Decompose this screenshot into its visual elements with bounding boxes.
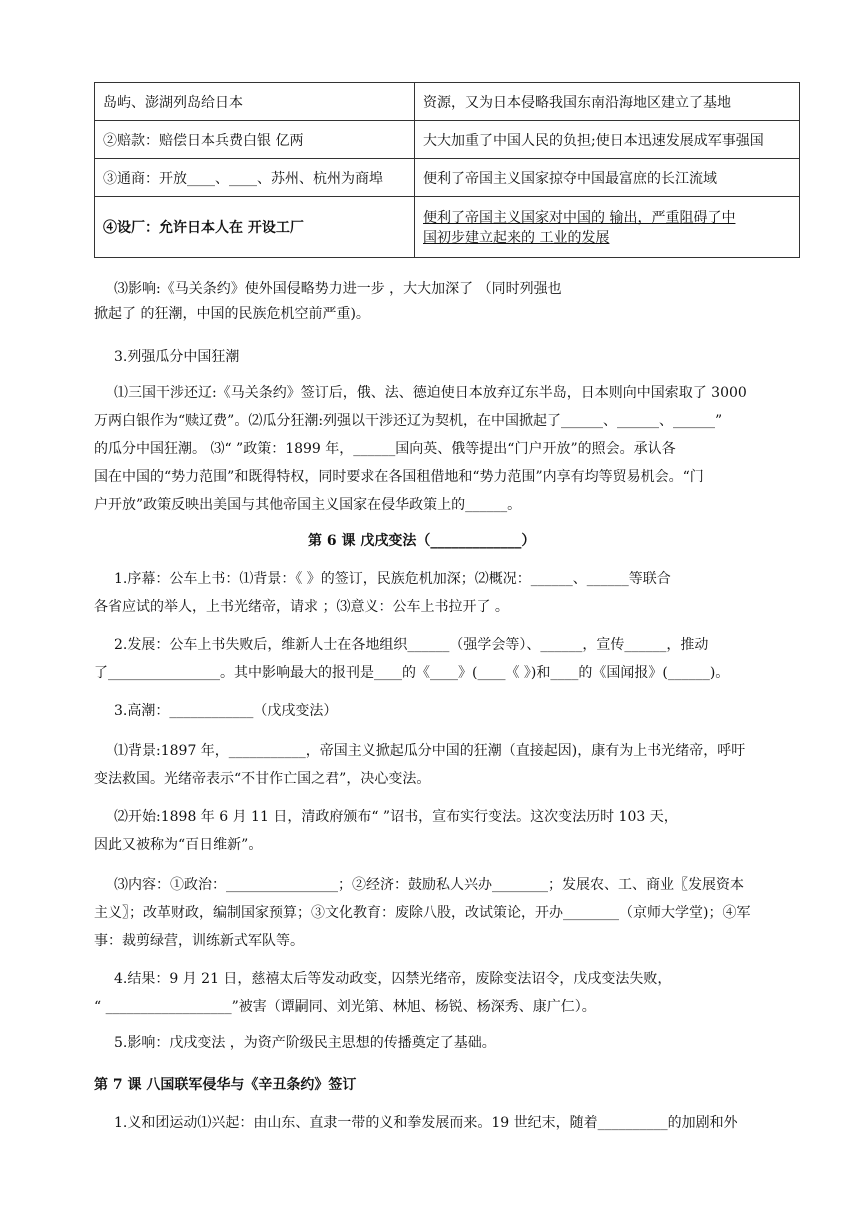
treaty-table <box>94 82 800 258</box>
lesson-title: 第 7 课 八国联军侵华与《辛丑条约》签订 <box>94 1077 357 1093</box>
paragraph-line: 1.序幕：公车上书：⑴背景：《 》的签订，民族危机加深；⑵概况：______、______等联合 <box>114 571 671 587</box>
paragraph-line: 变法救国。光绪帝表示“不甘作亡国之君”，决心变法。 <box>94 771 431 787</box>
table-row <box>95 197 800 258</box>
paragraph-line: 3.高潮：____________（戊戌变法） <box>114 703 338 719</box>
table-row <box>95 159 800 197</box>
section-heading: 3.列强瓜分中国狂潮 <box>114 349 240 365</box>
paragraph-line: 1.义和团运动⑴兴起：由山东、直隶一带的义和拳发展而来。19 世纪末，随着__________的加剧和外 <box>114 1115 738 1131</box>
paragraph-line: 主义〗；改革财政，编制国家预算；③文化教育：废除八股，改试策论，开办________（京师大学堂)；④军 <box>94 905 751 921</box>
table-cell: ④设厂：允许日本人在 开设工厂 <box>95 197 415 258</box>
table-cell-line: 便利了帝国主义国家对中国的 输出，严重阻碍了中 <box>423 210 736 226</box>
paragraph-line: 户开放”政策反映出美国与其他帝国主义国家在侵华政策上的______。 <box>94 497 522 513</box>
paragraph-line: 万两白银作为“赎辽费”。⑵瓜分狂潮:列强以干涉还辽为契机，在中国掀起了______、______、______” <box>94 413 723 429</box>
paragraph-line: 2.发展：公车上书失败后，维新人士在各地组织______（强学会等）、______，宣传______，推动 <box>114 637 709 653</box>
paragraph-line: “ __________________”被害（谭嗣同、刘光第、林旭、杨锐、杨深秀、康广仁）。 <box>94 999 596 1015</box>
paragraph-line: 了________________。其中影响最大的报刊是____的《____》(____《 》)和____的《国闻报》(______)。 <box>94 665 730 681</box>
paragraph-line: 5.影响：戊戌变法 ，为资产阶级民主思想的传播奠定了基础。 <box>114 1035 496 1051</box>
table-cell: 岛屿、澎湖列岛给日本 <box>95 83 415 121</box>
table-cell <box>415 197 800 258</box>
table-cell: 资源，又为日本侵略我国东南沿海地区建立了基地 <box>415 83 800 121</box>
paragraph-line: 的瓜分中国狂潮。 ⑶“ ”政策：1899 年，______国向英、俄等提出“门户开放”的照会。承认各 <box>94 441 676 457</box>
lesson-title: 第 6 课 戊戌变法（_____________） <box>308 533 536 549</box>
table-cell: ②赔款：赔偿日本兵费白银 亿两 <box>95 121 415 159</box>
table-cell: 大大加重了中国人民的负担;使日本迅速发展成军事强国 <box>415 121 800 159</box>
table-row <box>95 83 800 121</box>
influence-line: ⑶影响:《马关条约》使外国侵略势力进一步 ，大大加深了 （同时列强也 <box>114 281 562 297</box>
paragraph-line: 事：裁剪绿营，训练新式军队等。 <box>94 933 304 949</box>
table-cell-line: 国初步建立起来的 工业的发展 <box>423 230 610 246</box>
paragraph-line: ⑵开始:1898 年 6 月 11 日，清政府颁布“ ”诏书，宣布实行变法。这次变法历时 103 天， <box>114 809 678 825</box>
paragraph-line: ⑴背景:1897 年，___________，帝国主义掀起瓜分中国的狂潮（直接起因)，康有为上书光绪帝，呼吁 <box>114 743 746 759</box>
influence-line: 掀起了 的狂潮，中国的民族危机空前严重)。 <box>94 306 370 322</box>
table-cell: 便利了帝国主义国家掠夺中国最富庶的长江流域 <box>415 159 800 197</box>
paragraph-line: ⑶内容：①政治：________________；②经济：鼓励私人兴办________；发展农、工、商业〖发展资本 <box>114 877 744 893</box>
table-row <box>95 121 800 159</box>
paragraph-line: 因此又被称为“百日维新”。 <box>94 837 263 853</box>
paragraph-line: 国在中国的“势力范围”和既得特权，同时要求在各国租借地和“势力范围”内享有均等贸易机会。“门 <box>94 469 704 485</box>
paragraph-line: ⑴三国干涉还辽:《马关条约》签订后，俄、法、德迫使日本放弃辽东半岛，日本则向中国索取了 3000 <box>114 385 747 401</box>
paragraph-line: 各省应试的举人，上书光绪帝，请求 ；⑶意义：公车上书拉开了 。 <box>94 599 509 615</box>
paragraph-line: 4.结果：9 月 21 日，慈禧太后等发动政变，囚禁光绪帝，废除变法诏令，戊戌变法失败， <box>114 971 672 987</box>
table-cell: ③通商：开放____、____、苏州、杭州为商埠 <box>95 159 415 197</box>
